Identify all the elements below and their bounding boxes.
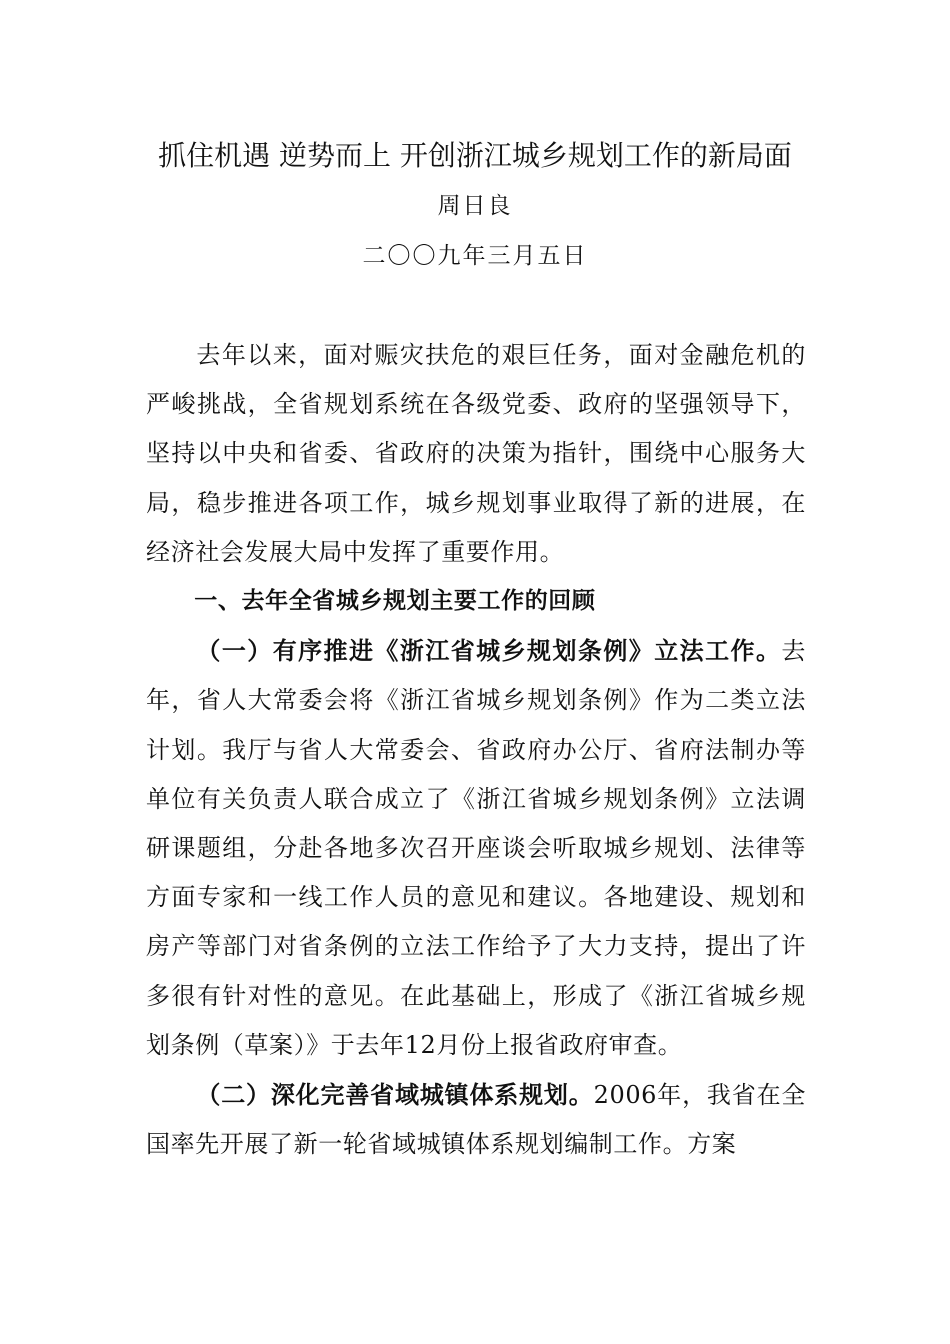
subsection-heading-legislation: （一）有序推进《浙江省城乡规划条例》立法工作。 — [196, 636, 782, 666]
document-title: 抓住机遇 逆势而上 开创浙江城乡规划工作的新局面 — [158, 139, 792, 172]
subsection-text-urban-system: 2006年，我省在全国率先开展了新一轮省域城镇体系规划编制工作。方案 — [146, 1081, 806, 1159]
document-date: 二〇〇九年三月五日 — [362, 243, 588, 269]
section-heading-review: 一、去年全省城乡规划主要工作的回顾 — [194, 588, 596, 615]
body-paragraph-legislation — [146, 626, 806, 1070]
document-author: 周日良 — [437, 193, 513, 219]
body-paragraph-intro: 去年以来，面对赈灾扶危的艰巨任务，面对金融危机的严峻挑战，全省规划系统在各级党委、政府的坚强领导下，坚持以中央和省委、省政府的决策为指针，围绕中心服务大局，稳步推进各项工作，城乡规划事业取得了新的进展，在经济社会发展大局中发挥了重要作用。 — [146, 341, 806, 566]
subsection-text-legislation: 去年，省人大常委会将《浙江省城乡规划条例》作为二类立法计划。我厅与省人大常委会、省政府办公厅、省府法制办等单位有关负责人联合成立了《浙江省城乡规划条例》立法调研课题组，分赴各地多次召开座谈会听取城乡规划、法律等方面专家和一线工作人员的意见和建议。各地建设、规划和房产等部门对省条例的立法工作给予了大力支持，提出了许多很有针对性的意见。在此基础上，形成了《浙江省城乡规划条例（草案）》于去年12月份上报省政府审查。 — [146, 637, 806, 1059]
document-body — [146, 331, 806, 1169]
body-paragraph-urban-system — [146, 1070, 806, 1169]
subsection-heading-urban-system: （二）深化完善省域城镇体系规划。 — [196, 1080, 594, 1110]
